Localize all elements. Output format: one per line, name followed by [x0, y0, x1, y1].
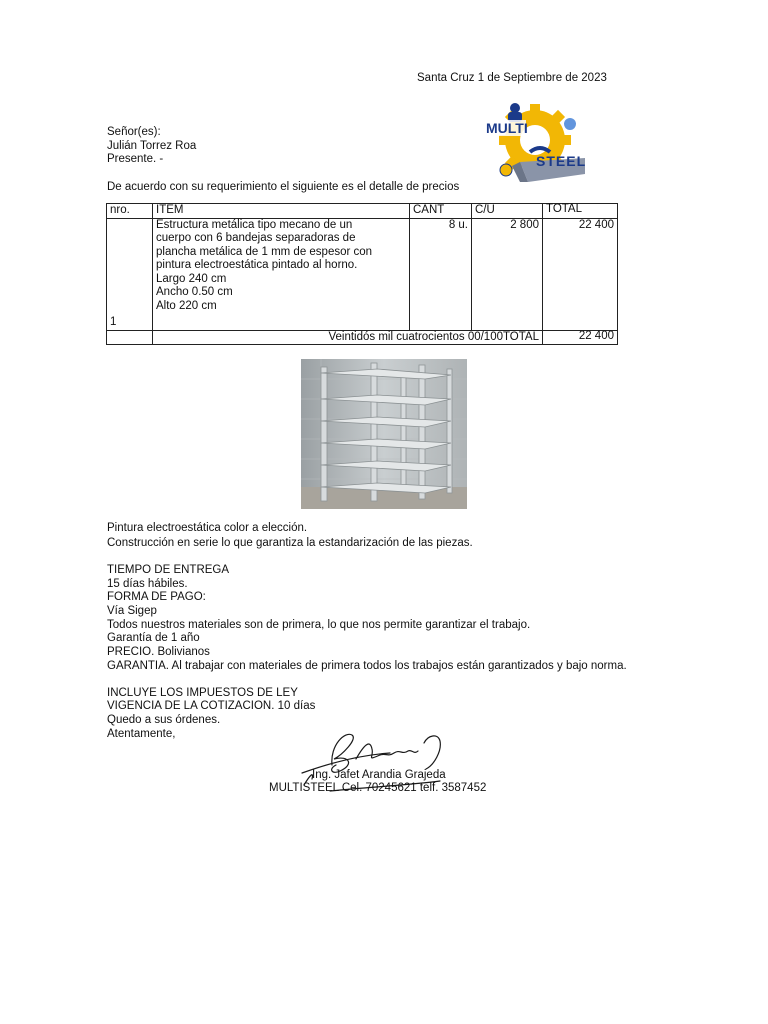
- quote-table: [106, 203, 618, 345]
- item-line: Alto 220 cm: [156, 299, 217, 312]
- garantia-text: GARANTIA. Al trabajar con materiales de primera todos los trabajos están garantizados y bajo norma.: [107, 660, 627, 672]
- logo-graphic: [480, 100, 590, 190]
- table-header-row: [107, 204, 618, 219]
- total-row: [107, 330, 618, 345]
- total-row-empty: [107, 330, 153, 345]
- presente-line: Presente. -: [107, 153, 164, 165]
- header-nro: nro.: [107, 204, 153, 219]
- cell-total: 22 400: [543, 218, 618, 330]
- vigencia-line: VIGENCIA DE LA COTIZACION. 10 días: [107, 700, 316, 712]
- total-value: 22 400: [543, 330, 618, 345]
- tiempo-value: 15 días hábiles.: [107, 578, 188, 590]
- materiales-line: Todos nuestros materiales son de primera, lo que nos permite garantizar el trabajo.: [107, 619, 531, 631]
- shelf-image: [301, 359, 467, 509]
- cell-cant: 8 u.: [410, 218, 472, 330]
- tiempo-title: TIEMPO DE ENTREGA: [107, 564, 230, 576]
- recipient-name: Julián Torrez Roa: [107, 140, 197, 152]
- forma-value: Vía Sigep: [107, 605, 157, 617]
- signer-name: Ing. Jafet Arandia Grajeda: [312, 769, 446, 781]
- header-total: TOTAL: [543, 204, 618, 219]
- intro-text: De acuerdo con su requerimiento el siguiente es el detalle de precios: [107, 181, 460, 193]
- cell-cu: 2 800: [472, 218, 543, 330]
- signer-contact: MULTISTEEL Cel. 70245621 telf. 3587452: [269, 782, 487, 794]
- cell-nro: 1: [107, 218, 153, 330]
- impuestos-line: INCLUYE LOS IMPUESTOS DE LEY: [107, 687, 298, 699]
- atentamente-line: Atentamente,: [107, 728, 176, 740]
- garantia-anio-line: Garantía de 1 año: [107, 632, 200, 644]
- cell-item: [153, 218, 410, 330]
- shelf-photo: [301, 359, 467, 509]
- date-line: Santa Cruz 1 de Septiembre de 2023: [417, 72, 607, 84]
- header-item: ITEM: [153, 204, 410, 219]
- item-line: Estructura metálica tipo mecano de un: [156, 218, 353, 231]
- multisteel-logo: [480, 100, 590, 190]
- quedo-line: Quedo a sus órdenes.: [107, 714, 221, 726]
- pintura-line: Pintura electroestática color a elección.: [107, 522, 308, 534]
- forma-title: FORMA DE PAGO:: [107, 591, 206, 603]
- item-line: plancha metálica de 1 mm de espesor con: [156, 245, 373, 258]
- item-line: cuerpo con 6 bandejas separadoras de: [156, 232, 356, 244]
- header-cant: CANT: [410, 204, 472, 219]
- salutation: Señor(es):: [107, 126, 161, 138]
- item-line: pintura electroestática pintado al horno.: [156, 259, 358, 271]
- table-row: [107, 218, 618, 330]
- logo-text-multi: MULTI: [486, 120, 528, 136]
- header-cu: C/U: [472, 204, 543, 219]
- logo-text-steel: STEEL: [536, 153, 587, 169]
- item-line: Largo 240 cm: [156, 272, 227, 285]
- precio-line: PRECIO. Bolivianos: [107, 646, 210, 658]
- construccion-line: Construcción en serie lo que garantiza la estandarización de las piezas.: [107, 537, 473, 549]
- total-label: Veintidós mil cuatrocientos 00/100TOTAL: [153, 330, 543, 345]
- item-line: Ancho 0.50 cm: [156, 286, 233, 298]
